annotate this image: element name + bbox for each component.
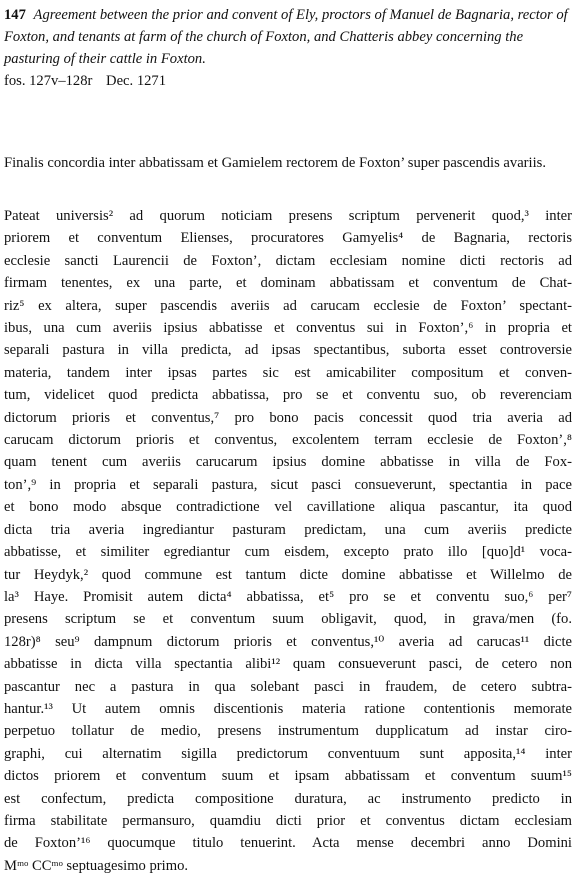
body-line: Pateat universis² ad quorum noticiam presens scriptum pervenerit quod,³ inter — [4, 208, 572, 224]
body-line: dicta tria averia ingrediantur pasturam predictam, una cum averiis predicte — [4, 521, 572, 538]
folio-reference: fos. 127v–128r — [4, 73, 93, 89]
body-line: perpetuo tollatur de medio, presens instrumentum dupplicatum ad instar ciro- — [4, 723, 572, 740]
body-line: graphi, cui alternatim sigilla predictorum conventuum sunt apposita,¹⁴ inter — [4, 745, 572, 762]
body-line: separali pastura in villa predicta, ad ipsas spectantibus, suborta esset controversie — [4, 342, 572, 359]
entry-number: 147 — [4, 7, 26, 23]
body-line: abbatisse, et similiter egrediantur cum eisdem, excepto prato illo [quo]d¹ voca- — [4, 544, 572, 561]
body-line: pascantur nec a pastura in qua solebant pasci in fraudem, de cetero subtra- — [4, 678, 572, 695]
body-line: hantur.¹³ Ut autem omnis discentionis materia ratione contentionis memorate — [4, 700, 572, 717]
entry-date: Dec. 1271 — [106, 73, 167, 89]
body-line: 128r)⁸ seu⁹ dampnum dictorum prioris et conventus,¹⁰ averia ad carucas¹¹ dicte — [4, 633, 572, 650]
body-line: Mᵐᵒ CCᵐᵒ septuagesimo primo. — [4, 857, 189, 874]
body-line: presens scriptum se et conventum suum obligavit, quod, in grava/men (fo. — [4, 611, 572, 628]
body-line: carucam dictorum prioris et conventus, excolentem terram ecclesie de Foxton’,⁸ — [4, 432, 572, 449]
body-line: riz⁵ ex altera, super pascendis averiis ad carucam ecclesie de Foxton’ spectant- — [4, 297, 572, 314]
body-line: est confectum, predicta compositione duratura, ac instrumento predicto in — [4, 790, 572, 807]
intro-paragraph: Finalis concordia inter abbatissam et Gamielem rectorem de Foxton’ super pascendis avariis. — [4, 155, 546, 171]
body-line: firmam tenentes, ex una parte, et dominam abbatissam et conventum de Chat- — [4, 275, 572, 292]
entry-title: Agreement between the prior and convent of Ely, proctors of Manuel de Bagnaria, rector of Foxton, and tenants at farm of the church of Foxton, and Chatteris abbey concerning the pasturing of their cattle in Foxton. — [4, 7, 568, 67]
body-line: abbatisse in dicta villa spectantia alibi¹² quam consueverunt pasci, de cetero non — [4, 656, 572, 673]
entry-reference — [4, 70, 176, 92]
body-line: materia, tandem inter ipsas partes sic est amicabiliter compositum et conven- — [4, 364, 572, 381]
body-line: dictorum prioris et conventus,⁷ pro bono pacis concessit quod tria averia ad — [4, 409, 572, 426]
body-paragraph — [4, 205, 572, 877]
body-line: la³ Haye. Promisit autem dicta⁴ abbatissa, et⁵ pro se et conventu suo,⁶ per⁷ — [4, 588, 572, 605]
body-line: de Foxton’¹⁶ quocumque titulo tenuerint. Acta mense decembri anno Domini — [4, 835, 572, 852]
body-line: tum, videlicet quod predicta abbatissa, pro se et conventu suo, ob reverenciam — [4, 387, 572, 404]
body-line: ton’,⁹ in propria et separali pastura, sicut pasci consueverunt, spectantia in pace — [4, 476, 572, 493]
entry-heading — [4, 4, 570, 70]
body-line: quam tenent cum averiis carucarum ipsius domine abbatisse in villa de Fox- — [4, 454, 572, 471]
body-line: firma stabilitate permansuro, quamdiu dicti prior et conventus dictam ecclesiam — [4, 812, 572, 829]
body-line: dictos priorem et conventum suum et ipsam abbatissam et conventum suum¹⁵ — [4, 768, 572, 785]
body-line: ecclesie sancti Laurencii de Foxton’, dictam ecclesiam nomine dicti rectoris ad — [4, 252, 572, 269]
body-line: ibus, una cum averiis ipsius abbatisse et conventus sui in Foxton’,⁶ in propria et — [4, 320, 572, 337]
body-line: et bono modo absque contradictione vel cavillatione aliqua pascantur, ita quod — [4, 499, 572, 516]
body-line: tur Heydyk,² quod commune est tantum dicte domine abbatisse et Willelmo de — [4, 566, 572, 583]
body-line: priorem et conventum Elienses, procuratores Gamyelis⁴ de Bagnaria, rectoris — [4, 230, 572, 247]
